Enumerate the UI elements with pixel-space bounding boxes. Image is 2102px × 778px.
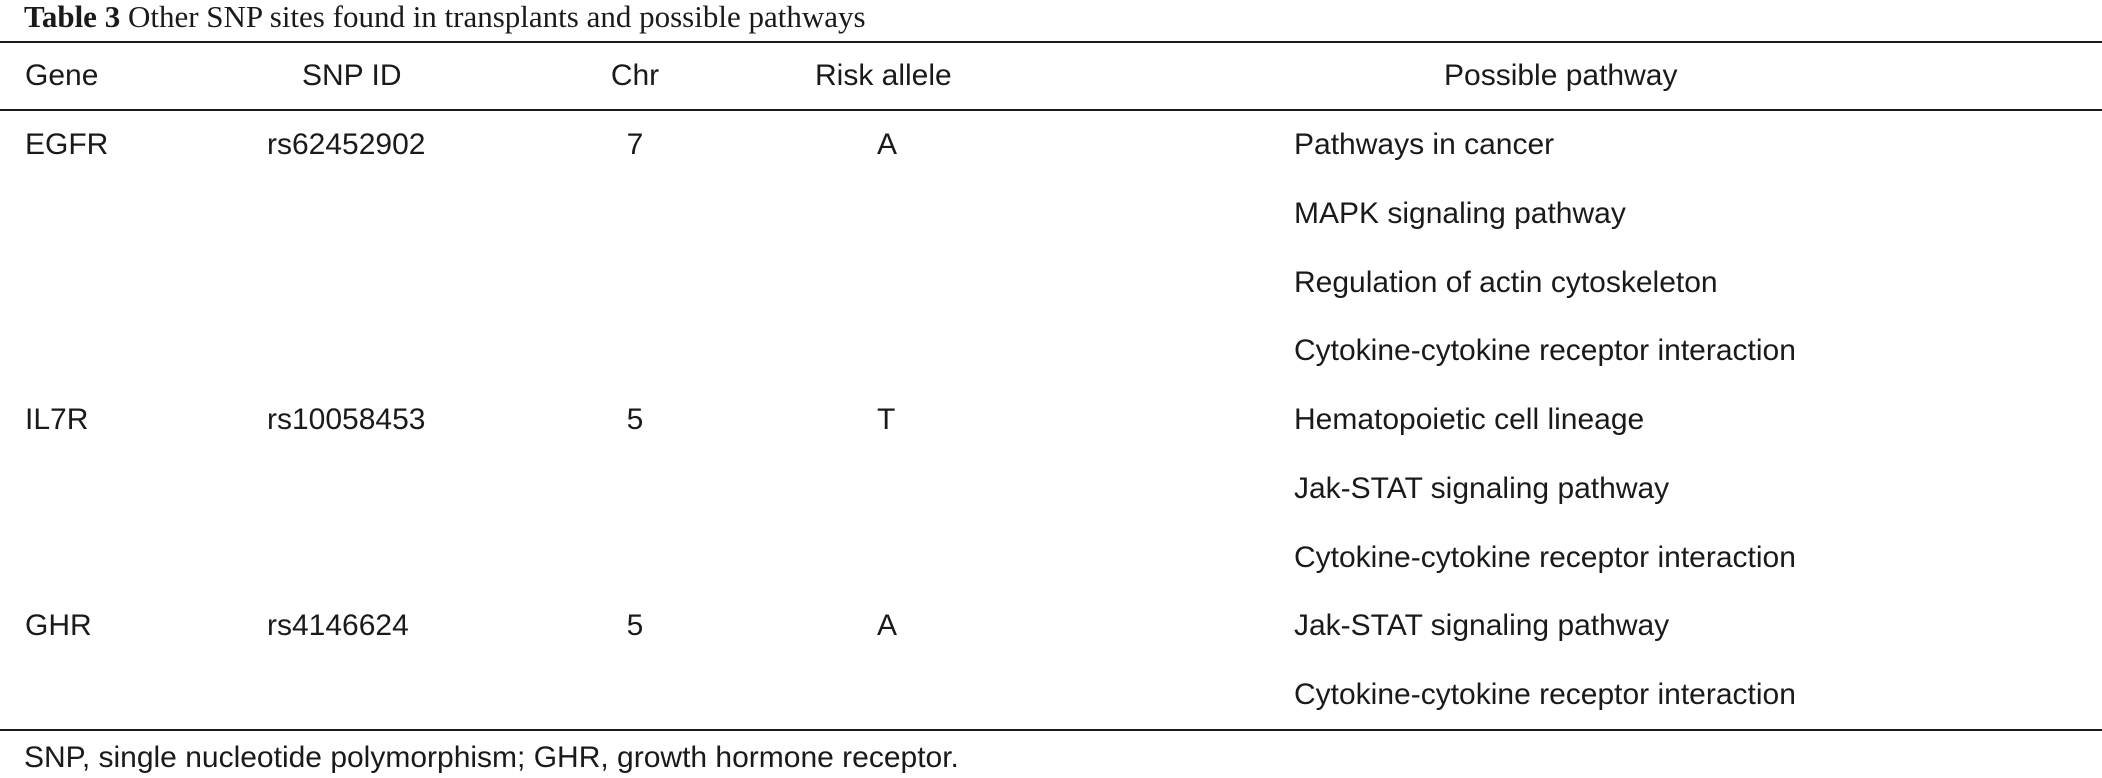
cell-chr [555,249,715,318]
cell-risk-allele: A [877,128,898,161]
table-row [0,455,2102,524]
cell-snp-id [155,317,555,386]
table-row [0,661,2102,730]
cell-possible-pathway: MAPK signaling pathway [1294,196,1626,230]
cell-chr [555,180,715,249]
cell-snp-id [155,455,555,524]
table-row [0,592,2102,661]
cell-possible-pathway: Hematopoietic cell lineage [1294,403,1645,436]
cell-chr [555,524,715,593]
cell-risk-allele [715,180,1075,249]
cell-snp-id [155,661,555,730]
cell-possible-pathway: Cytokine-cytokine receptor interaction [1294,678,1796,711]
cell-possible-pathway: Jak-STAT signaling pathway [1294,609,1670,643]
cell-possible-pathway: Pathways in cancer [1294,128,1555,161]
snp-table [0,43,2102,730]
cell-possible-pathway: Jak-STAT signaling pathway [1294,471,1670,505]
header-snp-id: SNP ID [302,59,402,92]
table-caption [24,0,866,38]
cell-risk-allele [715,455,1075,524]
cell-possible-pathway: Cytokine-cytokine receptor interaction [1294,334,1796,368]
cell-chr [555,455,715,524]
cell-possible-pathway: Regulation of actin cytoskeleton [1294,265,1718,299]
cell-snp-id: rs10058453 [267,403,426,436]
cell-risk-allele [715,524,1075,593]
table-caption-text: Other SNP sites found in transplants and possible pathways [127,0,866,34]
table-row [0,109,2102,180]
table-row [0,524,2102,593]
table-body [0,109,2102,730]
cell-gene: GHR [25,609,92,643]
cell-snp-id: rs4146624 [267,609,409,643]
cell-risk-allele: T [877,403,896,436]
table-row [0,317,2102,386]
table-row [0,386,2102,455]
table-footnote: SNP, single nucleotide polymorphism; GHR, growth hormone receptor. [24,741,959,774]
cell-risk-allele [715,661,1075,730]
header-chr: Chr [610,59,660,92]
cell-gene [0,524,155,593]
cell-snp-id [155,180,555,249]
table-row [0,180,2102,249]
cell-snp-id [155,249,555,318]
cell-snp-id: rs62452902 [267,128,426,161]
cell-risk-allele [715,317,1075,386]
table-header-row [0,43,2102,109]
cell-possible-pathway: Cytokine-cytokine receptor interaction [1294,540,1796,574]
cell-gene [0,455,155,524]
cell-gene: IL7R [25,403,89,436]
cell-chr: 7 [626,128,644,161]
cell-chr: 5 [626,609,644,643]
cell-snp-id [155,524,555,593]
cell-gene: EGFR [25,128,109,161]
cell-chr [555,661,715,730]
table-row [0,249,2102,318]
cell-gene [0,317,155,386]
header-gene: Gene [25,59,99,92]
cell-chr [555,317,715,386]
cell-risk-allele: A [877,609,898,643]
cell-gene [0,249,155,318]
cell-chr: 5 [626,403,644,436]
cell-gene [0,180,155,249]
header-possible-pathway: Possible pathway [1444,59,1678,92]
cell-gene [0,661,155,730]
header-risk-allele: Risk allele [815,59,952,92]
table-caption-label: Table 3 [24,0,121,34]
cell-risk-allele [715,249,1075,318]
